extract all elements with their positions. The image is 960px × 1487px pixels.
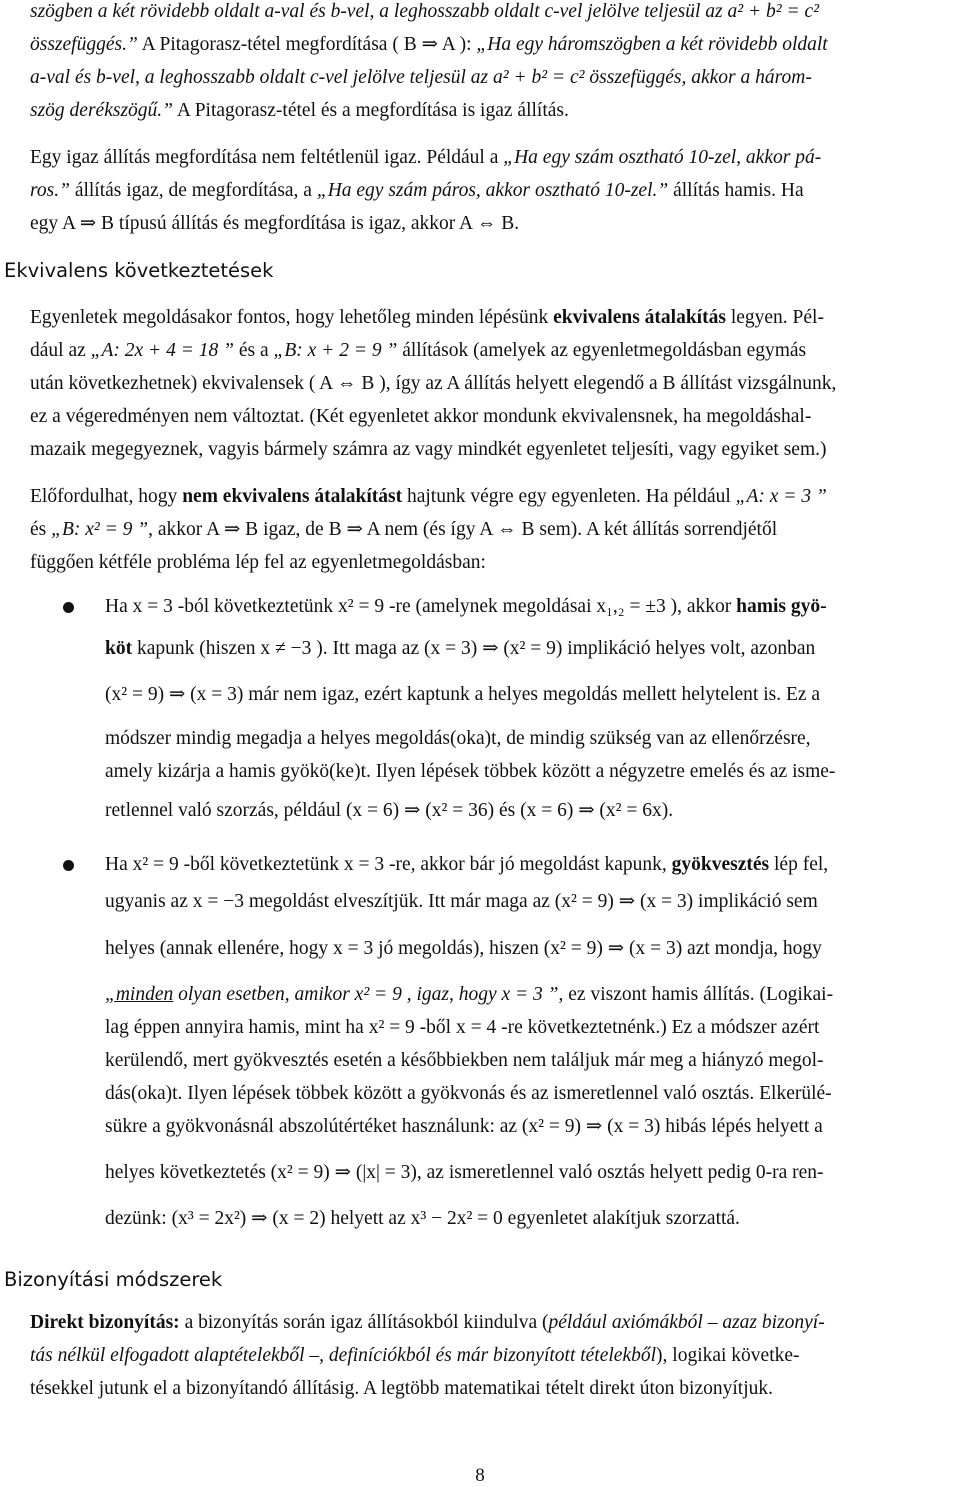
para4-line-1: Előfordulhat, hogy nem ekvivalens átalakítást hajtunk végre egy egyenleten. Ha például „A: x = 3 ” — [30, 486, 827, 507]
para5-line-3: tésekkel jutunk el a bizonyítandó állításig. A legtöbb matematikai tételt direkt úton bizonyítjuk. — [30, 1378, 774, 1399]
para3-line-4: ez a végeredményen nem változtat. (Két egyenletet akkor mondunk ekvivalensnek, ha megoldáshal- — [30, 406, 812, 427]
page-number: 8 — [475, 1465, 485, 1486]
bullet1-line-4: módszer mindig megadja a helyes megoldás(oka)t, de mindig szükség van az ellenőrzésre, — [105, 728, 811, 749]
intro-line-1: szögben a két rövidebb oldalt a-val és b-vel, a leghosszabb oldalt c-vel jelölve teljesül az a² + b² = c² — [30, 1, 820, 22]
bullet1-line-2: köt kapunk (hiszen x ≠ −3 ). Itt maga az (x = 3) ⇒ (x² = 9) implikáció helyes volt, azonban — [105, 638, 816, 659]
bullet2-line-4: „minden olyan esetben, amikor x² = 9 , igaz, hogy x = 3 ”, ez viszont hamis állítás. (Logikai- — [105, 984, 834, 1005]
bullet2-line-10: dezünk: (x³ = 2x²) ⇒ (x = 2) helyett az x³ − 2x² = 0 egyenletet alakítjuk szorzattá. — [105, 1208, 740, 1229]
bullet2-line-6: kerülendő, mert gyökvesztés esetén a későbbiekben nem találjuk már meg a hiányzó megol- — [105, 1050, 824, 1071]
intro-line-4: szög derékszögű.” A Pitagorasz-tétel és a megfordítása is igaz állítás. — [30, 100, 569, 121]
para3-line-3: után következhetnek) ekvivalensek ( A ⇔ B ), így az A állítás helyett elegendő a B állítást vizsgálnunk, — [30, 373, 837, 394]
intro-line-3: a-val és b-vel, a leghosszabb oldalt c-vel jelölve teljesül az a² + b² = c² összefüggés, akkor a három- — [30, 67, 812, 88]
para5-line-2: tás nélkül elfogadott alaptételekből –, definíciókból és már bizonyított tételekből), logikai követke- — [30, 1345, 800, 1366]
bullet2-line-1: Ha x² = 9 -ből következtetünk x = 3 -re, akkor bár jó megoldást kapunk, gyökvesztés lép fel, — [105, 854, 829, 875]
para4-line-2: és „B: x² = 9 ”, akkor A ⇒ B igaz, de B ⇒ A nem (és így A ⇔ B sem). A két állítás sorrendjétől — [30, 519, 778, 540]
para4-line-3: függően kétféle probléma lép fel az egyenletmegoldásban: — [30, 552, 486, 573]
para3-line-5: mazaik megegyeznek, vagyis bármely számra az vagy mindkét egyenletet teljesíti, vagy egyiket sem.) — [30, 439, 827, 460]
bullet2-line-9: helyes következtetés (x² = 9) ⇒ (|x| = 3), az ismeretlennel való osztás helyett pedig 0-ra ren- — [105, 1162, 824, 1183]
bullet-icon — [63, 860, 74, 871]
intro-line-2: összefüggés.” A Pitagorasz-tétel megfordítása ( B ⇒ A ): „Ha egy háromszögben a két rövidebb oldalt — [30, 34, 828, 55]
bullet2-line-5: lag éppen annyira hamis, mint ha x² = 9 -ből x = 4 -re következtetnénk.) Ez a módszer azért — [105, 1017, 820, 1038]
bullet1-line-1: Ha x = 3 -ból következtetünk x² = 9 -re (amelynek megoldásai x₁,₂ = ±3 ), akkor hamis gyö- — [105, 596, 827, 617]
bullet1-line-3: (x² = 9) ⇒ (x = 3) már nem igaz, ezért kaptunk a helyes megoldás mellett helytelent is. Ez a — [105, 684, 821, 705]
bullet2-line-7: dás(oka)t. Ilyen lépések többek között a gyökvonás és az ismeretlennel való osztás. Elkerülé- — [105, 1083, 832, 1104]
heading-ekvivalens: Ekvivalens következtetések — [4, 259, 274, 282]
para2-line-3: egy A ⇒ B típusú állítás és megfordítása is igaz, akkor A ⇔ B. — [30, 213, 520, 234]
bullet2-line-3: helyes (annak ellenére, hogy x = 3 jó megoldás), hiszen (x² = 9) ⇒ (x = 3) azt mondja, hogy — [105, 938, 822, 959]
para2-line-2: ros.” állítás igaz, de megfordítása, a „Ha egy szám páros, akkor osztható 10-zel.” állítás hamis. Ha — [30, 180, 804, 201]
heading-bizonyitasi: Bizonyítási módszerek — [4, 1268, 223, 1291]
para2-line-1: Egy igaz állítás megfordítása nem feltétlenül igaz. Például a „Ha egy szám osztható 10-zel, akkor pá- — [30, 147, 822, 168]
bullet1-line-5: amely kizárja a hamis gyökö(ke)t. Ilyen lépések többek között a négyzetre emelés és az isme- — [105, 761, 836, 782]
bullet1-line-6: retlennel való szorzás, például (x = 6) ⇒ (x² = 36) és (x = 6) ⇒ (x² = 6x). — [105, 800, 674, 821]
para5-line-1: Direkt bizonyítás: a bizonyítás során igaz állításokból kiindulva (például axiómákból – azaz bizonyí- — [30, 1312, 825, 1333]
para3-line-2: dául az „A: 2x + 4 = 18 ” és a „B: x + 2 = 9 ” állítások (amelyek az egyenletmegoldásban egymás — [30, 340, 807, 361]
bullet2-line-2: ugyanis az x = −3 megoldást elveszítjük. Itt már maga az (x² = 9) ⇒ (x = 3) implikáció sem — [105, 891, 818, 912]
bullet-icon — [63, 602, 74, 613]
bullet2-line-8: sükre a gyökvonásnál abszolútértéket használunk: az (x² = 9) ⇒ (x = 3) hibás lépés helyett a — [105, 1116, 823, 1137]
para3-line-1: Egyenletek megoldásakor fontos, hogy lehetőleg minden lépésünk ekvivalens átalakítás legyen. Pél- — [30, 307, 824, 328]
